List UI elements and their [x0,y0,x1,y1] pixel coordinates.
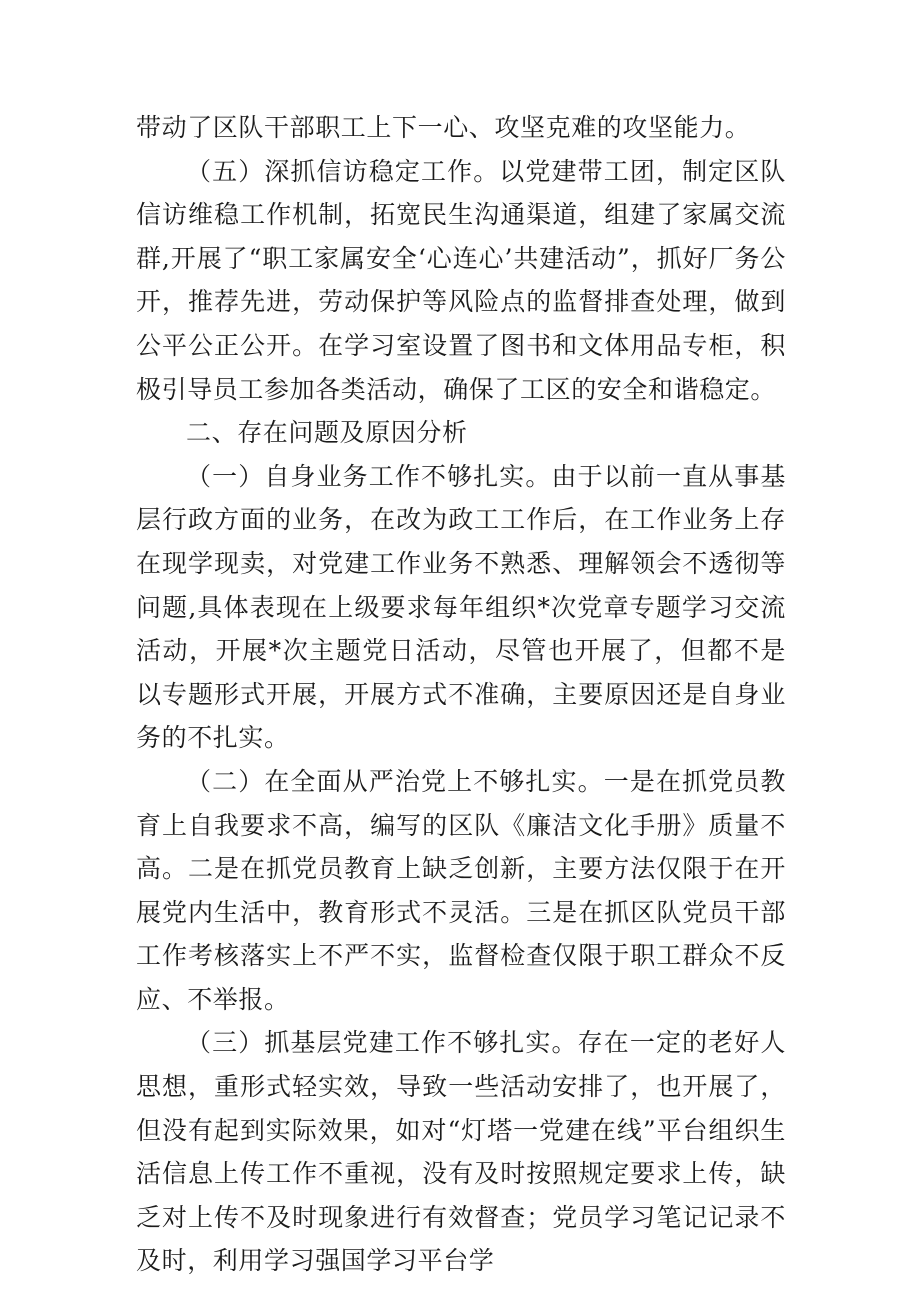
paragraph-continuation: 带动了区队干部职工上下一心、攻坚克难的攻坚能力。 [136,113,751,142]
document-page [136,106,786,1283]
paragraph-problem-one: （一）自身业务工作不够扎实。由于以前一直从事基层行政方面的业务，在改为政工工作后，在工作业务上存在现学现卖，对党建工作业务不熟悉、理解领会不透彻等问题,具体表现在上级要求每年组织*次党章专题学习交流活动，开展*次主题党日活动，尽管也开展了，但都不是以专题形式开展，开展方式不准确，主要原因还是自身业务的不扎实。 [136,461,786,753]
paragraph-problem-three: （三）抓基层党建工作不够扎实。存在一定的老好人思想，重形式轻实效，导致一些活动安排了，也开展了，但没有起到实际效果，如对“灯塔一党建在线”平台组织生活信息上传工作不重视，没有及时按照规定要求上传，缺乏对上传不及时现象进行有效督查；党员学习笔记记录不及时，利用学习强国学习平台学 [136,1028,786,1276]
paragraph-problem-two: （二）在全面从严治党上不够扎实。一是在抓党员教育上自我要求不高，编写的区队《廉洁文化手册》质量不高。二是在抓党员教育上缺乏创新，主要方法仅限于在开展党内生活中，教育形式不灵活。三是在抓区队党员干部工作考核落实上不严不实，监督检查仅限于职工群众不反应、不举报。 [136,766,786,1014]
section-heading-problems: 二、存在问题及原因分析 [186,418,468,448]
paragraph-section-five: （五）深抓信访稳定工作。以党建带工团，制定区队信访维稳工作机制，拓宽民生沟通渠道，组建了家属交流群,开展了“职工家属安全‘心连心’共建活动”，抓好厂务公开，推荐先进，劳动保护等风险点的监督排查处理，做到公平公正公开。在学习室设置了图书和文体用品专柜，积极引导员工参加各类活动，确保了工区的安全和谐稳定。 [136,156,786,404]
